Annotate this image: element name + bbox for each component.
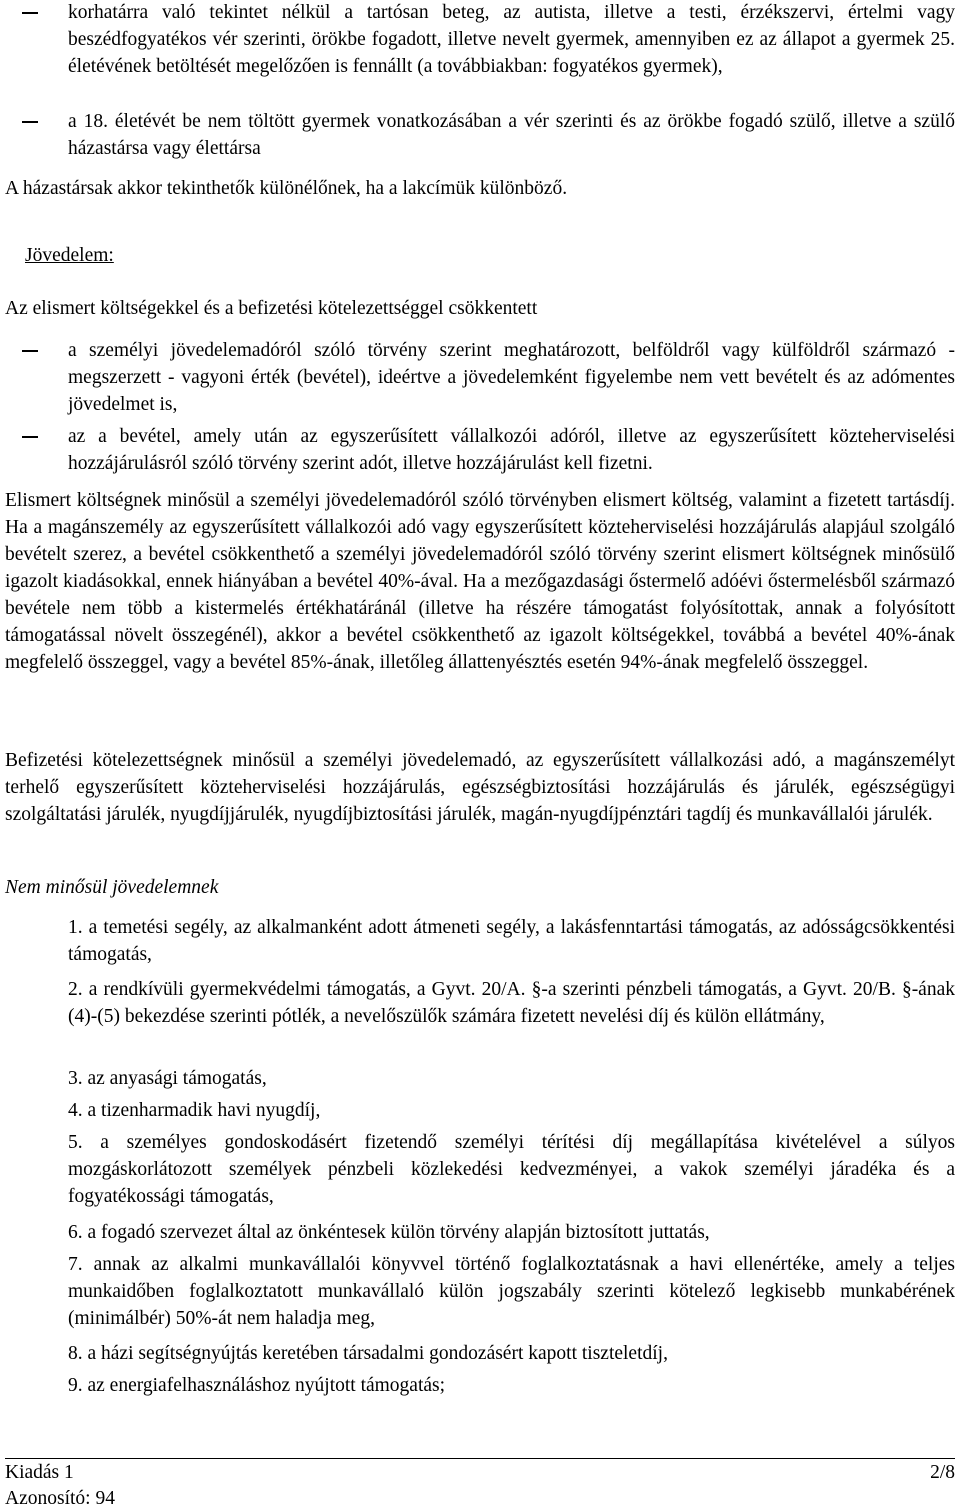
edition-label: Kiadás 1 <box>5 1462 74 1483</box>
identifier-label: Azonosító: 94 <box>5 1488 115 1509</box>
list-item <box>0 108 960 162</box>
dash-bullet <box>22 121 38 123</box>
numbered-item: 4. a tizenharmadik havi nyugdíj, <box>68 1100 321 1121</box>
page-footer <box>0 1440 960 1509</box>
page-number: 2/8 <box>930 1462 955 1483</box>
dash-bullet <box>22 436 38 438</box>
payment-obligation-paragraph: Befizetési kötelezettségnek minősül a személyi jövedelemadó, az egyszerűsített vállalkozási adó, a magánszemélyt terhelő egyszerűsített közteherviselési hozzájárulás, egészségbiztosítási hozzájárulás és járulék, egészségügyi szolgáltatási járulék, nyugdíjjárulék, nyugdíjbiztosítási járulék, magán-nyugdíjpénztári tagdíj és munkavállalói járulék. <box>5 750 955 825</box>
income-heading <box>20 242 119 269</box>
list-item-text: a 18. életévét be nem töltött gyermek vonatkozásában a vér szerinti és az örökbe fogadó szülő, illetve a szülő házastársa vagy élettársa <box>68 111 955 159</box>
numbered-item: 8. a házi segítségnyújtás keretében társadalmi gondozásért kapott tiszteletdíj, <box>68 1343 668 1364</box>
income-intro: Az elismert költségekkel és a befizetési kötelezettséggel csökkentett <box>5 298 538 319</box>
footer-divider <box>5 1458 955 1459</box>
list-item-text: a személyi jövedelemadóról szóló törvény szerint meghatározott, belföldről vagy külföldről származó - megszerzett - vagyoni érték (bevétel), ideértve a jövedelemként figyelembe nem vett bevételt és az adómentes jövedelmet is, <box>68 340 955 415</box>
spouse-note: A házastársak akkor tekinthetők különélőnek, ha a lakcímük különböző. <box>5 178 568 199</box>
list-item <box>0 0 960 80</box>
numbered-item: 6. a fogadó szervezet által az önkéntesek külön törvény alapján biztosított juttatás, <box>68 1222 710 1243</box>
numbered-item: 9. az energiafelhasználáshoz nyújtott támogatás; <box>68 1375 446 1396</box>
numbered-item: 1. a temetési segély, az alkalmanként adott átmeneti segély, a lakásfenntartási támogatás, az adósságcsökkentési támogatás, <box>68 917 955 965</box>
list-item-text: az a bevétel, amely után az egyszerűsített vállalkozói adóról, illetve az egyszerűsített közteherviselési hozzájárulásról szóló törvény szerint adót, illetve hozzájárulást kell fizetni. <box>68 426 955 474</box>
not-income-heading <box>0 874 223 901</box>
numbered-item: 5. a személyes gondoskodásért fizetendő személyi térítési díj megállapítása kivételével a súlyos mozgáskorlátozott személyek pénzbeli közlekedési kedvezményei, a vakok személyi járadéka és a fogyatékossági támogatás, <box>68 1132 955 1207</box>
list-item <box>0 337 960 418</box>
income-heading-text: Jövedelem: <box>25 245 114 266</box>
recognized-cost-paragraph: Elismert költségnek minősül a személyi jövedelemadóról szóló törvényben elismert költség, valamint a fizetett tartásdíj. Ha a magánszemély az egyszerűsített vállalkozói adó vagy egyszerűsített közteherviselési hozzájárulás alapjául szolgáló bevételt szerez, a bevétel csökkenthető a személyi jövedelemadóról szóló törvény szerint elismert költségnek minősülő igazolt kiadásokkal, ennek hiányában a bevétel 40%-ával. Ha a mezőgazdasági őstermelő adóévi őstermelésből származó bevétele nem több a kistermelés értékhatáránál (illetve ha részére támogatást folyósítottak, annak a folyósított támogatással növelt összegénél), akkor a bevétel csökkenthető az igazolt költségekkel, továbbá a bevétel 40%-ának megfelelő összeggel, vagy a bevétel 85%-ának, illetőleg állattenyésztés esetén 94%-ának megfelelő összeggel. <box>5 490 955 673</box>
numbered-item: 7. annak az alkalmi munkavállalói könyvvel történő foglalkoztatásnak a havi ellenértéke, amely a teljes munkaidőben foglalkoztatott munkavállaló külön jogszabály szerinti kötelező legkisebb munkabérének (minimálbér) 50%-át nem haladja meg, <box>68 1254 955 1329</box>
list-item-text: korhatárra való tekintet nélkül a tartósan beteg, az autista, illetve a testi, érzékszervi, értelmi vagy beszédfogyatékos vér szerinti, örökbe fogadott, illetve nevelt gyermek, amennyiben ez az állapot a gyermek 25. életévének betöltését megelőzően is fennállt (a továbbiakban: fogyatékos gyermek), <box>68 2 955 77</box>
not-income-heading-text: Nem minősül jövedelemnek <box>5 877 219 898</box>
footer-left <box>5 1460 115 1512</box>
numbered-item: 2. a rendkívüli gyermekvédelmi támogatás, a Gyvt. 20/A. §-a szerinti pénzbeli támogatás, a Gyvt. 20/B. §-ának (4)-(5) bekezdése szerinti pótlék, a nevelőszülők számára fizetett nevelési díj és külön ellátmány, <box>68 979 955 1027</box>
dash-bullet <box>22 350 38 352</box>
list-item <box>0 423 960 477</box>
dash-bullet <box>22 12 38 14</box>
numbered-item: 3. az anyasági támogatás, <box>68 1068 267 1089</box>
